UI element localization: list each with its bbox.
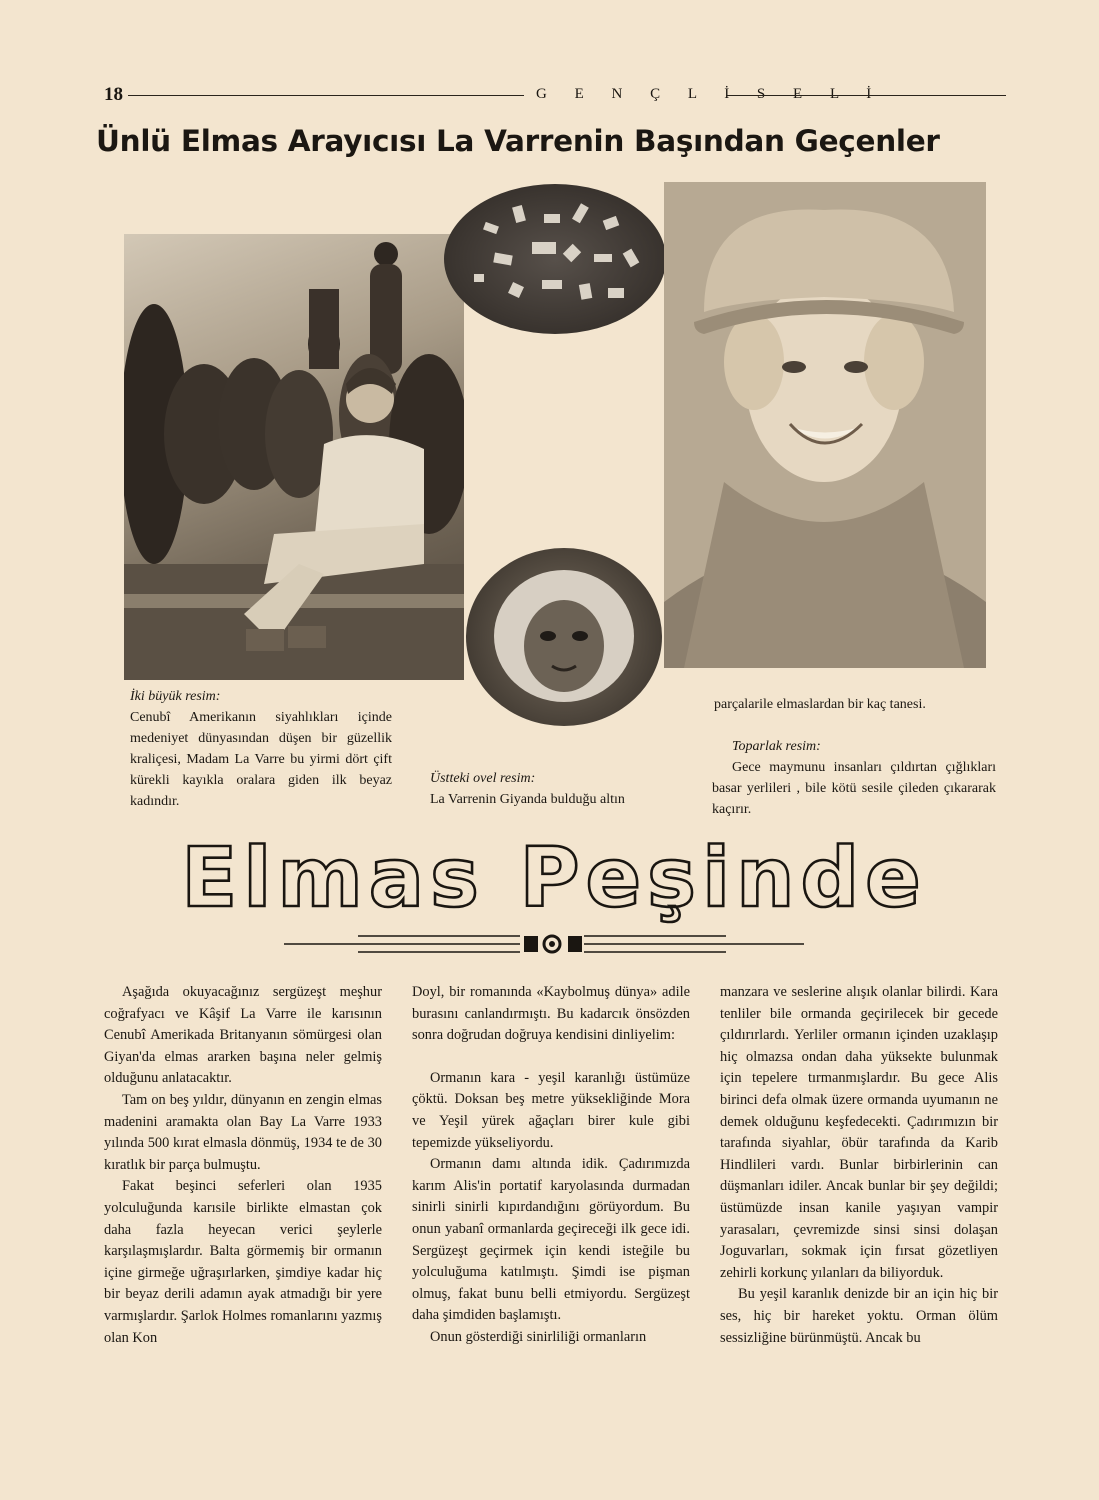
caption-oval-body-cont: parçalarile elmaslardan bir kaç tanesi. (714, 697, 926, 712)
boat-rowers-illustration (124, 234, 464, 680)
caption-oval-continued (714, 694, 984, 715)
paragraph: Onun gösterdiği sinirliliği ormanların (430, 1328, 647, 1345)
paragraph: Ormanın damı altında idik. Çadırımızda karım Alis'in portatif karyolasında durmadan sinirli sinirli kıpırdandığını görüyordum. Bu onun yabanî ormanlarda geçireceği ilk gece idi. Sergüzeşt geçirmek için kendi isteğile bu yolculuğuma katılmıştı. Şimdi ise pişman olmuş, fakat bunu belli etmiyordu. Sergüzeşt daha şimdiden başlamıştı. (412, 1156, 690, 1324)
caption-big-body: Cenubî Amerikanın siyahlıkları içinde medeniyet dünyasından düşen bir güzellik kraliçesi, Madam La Varre bu yirmi dört çift kürekli kayıkla oralara giden ilk beyaz kadındır. (130, 710, 392, 809)
header-rule-right (726, 95, 1006, 96)
paragraph: Doyl, bir romanında «Kaybolmuş dünya» adile burasını canlandırmıştı. Bu kadarcık önsözden sonra doğrudan doğruya kendisini dinliyelim: (412, 984, 690, 1044)
caption-round-label: Toparlak resim: (732, 739, 821, 754)
photo-boat-rowers (124, 234, 464, 680)
article-headline: Ünlü Elmas Arayıcısı La Varrenin Başından Geçenler (96, 124, 940, 158)
photo-gold-diamonds (444, 184, 666, 334)
body-column-3 (720, 982, 998, 1349)
paragraph: Ormanın kara - yeşil karanlığı üstümüze çöktü. Doksan beş metre yüksekliğinde Mora ve Yeşil yürek ağaçları birer kule gibi tepemizde yükseliyordu. (412, 1069, 690, 1151)
caption-big-pictures (130, 686, 392, 812)
body-column-1 (104, 982, 382, 1349)
caption-oval-label: Üstteki ovel resim: (430, 771, 536, 786)
caption-oval-picture (430, 768, 692, 810)
paragraph: Aşağıda okuyacağınız sergüzeşt meşhur coğrafyacı ve Kâşif La Varre ile karısının Cenubî Amerikada Britanyanın sömürgesi olan Giyan'da elmas ararken başına neler gelmiş olduğunu anlatacaktır. (104, 984, 382, 1087)
caption-round-picture (712, 736, 996, 820)
paragraph: Tam on beş yıldır, dünyanın en zengin elmas madenini aramakta olan Bay La Varre 1933 yılında 500 kırat elmasla dönmüş, 1934 te de 30 kıratlık bir parça bulmuştu. (104, 1091, 382, 1173)
monkey-illustration (466, 548, 662, 726)
running-header (104, 84, 1000, 106)
article-title: Elmas Peşinde (181, 831, 927, 926)
paragraph: manzara ve seslerine alışık olanlar bilirdi. Kara tenliler bile ormanda geçirilecek bir gecede çıldırırlardı. Yerliler ormanın içinden uzaklaşıp hiç olmazsa ondan daha yüksekte bulunmak için tepelere tırmanmışlardır. Bu gece Alis birinci defa olmak üzere ormanda uyumanın ne demek olduğunu keşfedecekti. Çadırımızın bir tarafında siyahlar, öbür tarafında da Karib Hindlileri vardı. Bunlar birbirlerinin can düşmanları idiler. Ancak bunlar bir şey değildi; üstümüzde insan kanile yaşıyan vampir yarasaları, çevremizde sinsi sinsi dolaşan Joguvarları, sokmak için fırsat gözetliyen zehirli korkunç yılanları da biliyorduk. (720, 984, 998, 1281)
caption-oval-body: La Varrenin Giyanda bulduğu altın (430, 792, 625, 807)
title-ornament (284, 924, 804, 968)
caption-big-label: İki büyük resim: (130, 689, 221, 704)
body-column-2 (412, 982, 690, 1349)
caption-round-body: Gece maymunu insanları çıldırtan çığlıkları basar yerlileri , bile kötü sesile çileden çıkararak kaçırır. (712, 760, 996, 817)
gems-illustration (444, 184, 666, 334)
ornament-divider-icon (284, 924, 804, 968)
photo-madam-la-varre (664, 182, 986, 668)
paragraph: Bu yeşil karanlık denizde bir an için hiç bir ses, hiç bir hareket yoktu. Orman ölüm sessizliğine bürünmüştü. Ancak bu (720, 1286, 998, 1346)
woman-portrait-illustration (664, 182, 986, 668)
paragraph: Fakat beşinci seferleri olan 1935 yolculuğunda karısile birlikte elmastan çok daha fazla heyecan verici şeylerle karşılaşmışlardır. Balta görmemiş bir ormanın içine girmeğe uğraşırlarken, şimdiye kadar hiç bir beyaz derili adamın ayak atmadığı bir yere varmışlardır. Şarlok Holmes romanlarını yazmış olan Kon (104, 1178, 382, 1346)
photo-night-monkey (466, 548, 662, 726)
page-number: 18 (104, 84, 123, 105)
magazine-name: G E N Ç L İ S E L İ (536, 86, 884, 102)
header-rule-left (128, 95, 524, 96)
